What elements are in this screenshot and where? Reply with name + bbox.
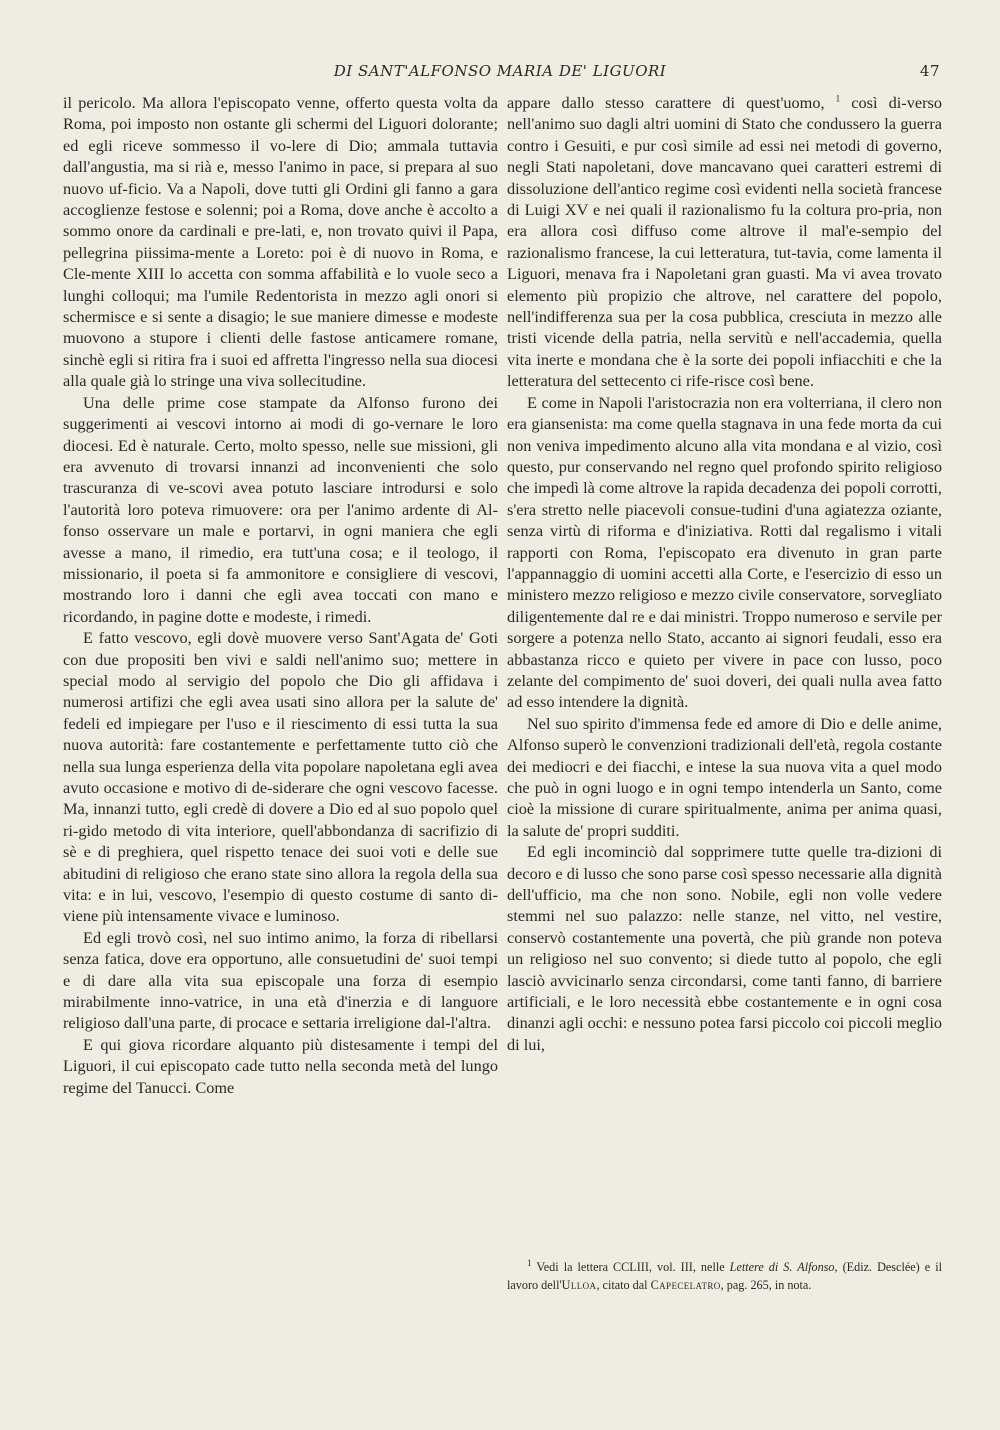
- paragraph: Ed egli incominciò dal sopprimere tutte quelle tra-dizioni di decoro e di lusso che sono parse così spesso necessarie alla dignità dell'ufficio, ma che non sono. Nobile, egli non volle vedere stemmi nel suo palazzo: nelle stanze, nel vitto, nel vestire, conservò costantemente una povertà, che più grande non poteva un religioso nel suo convento; si diede tutto al popolo, che egli lasciò avvicinarlo senza circondarsi, come tanti fanno, di barriere artificiali, e le loro necessità ebbe costantemente e in ogni cosa dinanzi agli occhi: e nessuno potea farsi piccolo coi piccoli meglio di lui,: [507, 842, 942, 1054]
- paragraph: E come in Napoli l'aristocrazia non era volterriana, il clero non era giansenista: ma come quella stagnava in una fede morta da cui non veniva impedimento alcuno alla vita mondana e al vizio, così questo, pur conservando nel regno quel profondo spirito religioso che impedì là come altrove la rapida decadenza dei popoli corrotti, s'era stretto nelle piacevoli consue-tudini d'una agiatezza oziante, senza virtù di riforma e d'iniziativa. Rotti dal regalismo i vitali rapporti con Roma, l'episcopato era divenuto in gran parte l'appannaggio di uomini accetti alla Corte, e l'esercizio di esso un ministero mezzo religioso e mezzo civile conservatore, sorvegliato diligentemente dal re e dai ministri. Troppo numeroso e servile per sorgere a potenza nello Stato, accanto ai signori feudali, esso era abbastanza ricco e quieto per vivere in pace con lusso, poco zelante del compimento de' suoi doveri, dei quali nulla avea fatto ad esso intendere la dignità.: [507, 392, 942, 712]
- paragraph: Nel suo spirito d'immensa fede ed amore di Dio e delle anime, Alfonso superò le convenzioni tradizionali dell'età, regola costante dei mediocri e dei fiacchi, e intese la sua nuova vita a quel modo che può in ogni luogo e in ogni tempo intenderla un Santo, come cioè la missione di curare spiritualmente, anima per anima quasi, la salute de' propri sudditi.: [507, 713, 942, 840]
- paragraph: E fatto vescovo, egli dovè muovere verso Sant'Agata de' Goti con due propositi ben vivi e saldi nell'animo suo; mettere in special modo al servigio del popolo che Dio gli affidava i numerosi artifizi che egli avea usati sino allora per la salute de' fedeli ed impiegare per l'uso e il riescimento di essi tutta la sua nuova autorità: fare costantemente e perfettamente tutto ciò che nella sua lunga esperienza della vita popolare napoletana egli avea avuto occasione e motivo di de-siderare che ogni vescovo facesse. Ma, innanzi tutto, egli credè di dovere a Dio ed al suo popolo quel ri-gido metodo di vita interiore, quell'abbondanza di sacrifizio di sè e di preghiera, quel rispetto tenace dei suoi voti e delle sue abitudini di religioso che erano state sino allora la regola della sua vita: e in lui, vescovo, l'esempio di questo costume di santo di-viene più intensamente vivace e luminoso.: [63, 628, 498, 926]
- footnote-marker: 1: [527, 1257, 532, 1268]
- footnote-text: Vedi la lettera CCLIII, vol. III, nelle: [536, 1260, 725, 1274]
- left-column: [63, 92, 498, 1098]
- right-column: [507, 92, 942, 1055]
- paragraph: il pericolo. Ma allora l'episcopato venne, offerto questa volta da Roma, poi imposto non ostante gli schermi del Liguori dolorante; ed egli riceve sommesso il vo-lere di Dio; ammala tuttavia dall'angustia, ma si rià e, messo l'animo in pace, si prepara al suo nuovo uf-ficio. Va a Napoli, dove tutti gli Ordini gli fanno a gara accoglienze festose e solenni; poi a Roma, dove anche è accolto a sommo onore da cardinali e pre-lati, e, non trovato quivi il Papa, pellegrina piissima-mente a Loreto: poi è di nuovo in Roma, e Cle-mente XIII lo accetta con somma affabilità e lo vuole seco a lunghi colloqui; ma l'umile Redentorista in mezzo agli onori si schermisce e si sente a disagio; le sue maniere dimesse e modeste muovono a stupore i clienti delle fastose anticamere romane, sinchè egli si ritira fra i suoi ed affretta l'ingresso nella sua diocesi alla quale già lo stringe una viva sollecitudine.: [63, 93, 498, 391]
- page-number: 47: [919, 62, 940, 80]
- page-header: [60, 62, 940, 86]
- footnote-author: Ulloa: [561, 1278, 597, 1292]
- footnote-text: , pag. 265, in nota.: [720, 1278, 812, 1292]
- paragraph: Una delle prime cose stampate da Alfonso furono dei suggerimenti ai vescovi intorno ai modi di go-vernare le loro diocesi. Ed è naturale. Certo, molto spesso, nelle sue missioni, gli era avvenuto di trovarsi innanzi ad inconvenienti che solo trascuranza di ve-scovi avea potuto lasciare introdursi e solo l'autorità loro poteva rimuovere: ora per l'animo ardente di Al-fonso osservare un male e portarvi, in ogni maniera che egli avesse a mano, il rimedio, era tutt'una cosa; e il teologo, il missionario, il poeta si fa ammonitore e consigliere di vescovi, mostrando loro i danni che egli avea toccati con mano e ricordando, in pagine dotte e modeste, i rimedi.: [63, 392, 498, 626]
- text-run: così di-verso nell'animo suo dagli altri uomini di Stato che condussero la guerra contro i Gesuiti, e pur così simile ad essi nei metodi di governo, negli Stati napoletani, dove mancavano quei caratteri estremi di dissoluzione dell'antico regime così evidenti nella società francese di Luigi XV e nei quali il razionalismo fu la coltura pro-pria, non era allora così diffuso come altrove il mal'e-sempio del razionalismo francese, la cui letteratura, tut-tavia, come lamenta il Liguori, menava fra i Napoletani gran guasti. Ma vi avea trovato elemento più propizio che altrove, nel carattere del popolo, nell'indifferenza sua per la cosa pubblica, cresciuta in mezzo alle tristi vicende della patria, nella servitù e nell'accademia, quella vita inerte e mondana che è la sorte dei popoli infiacchiti e che la letteratura del settecento ci rife-risce così bene.: [507, 93, 942, 391]
- running-title: DI SANT'ALFONSO MARIA DE' LIGUORI: [333, 62, 667, 80]
- footnote: [507, 1258, 942, 1294]
- footnote-author: Capecelatro: [650, 1278, 721, 1292]
- footnote-text: (Ediz. Desclée) e il lavoro dell': [507, 1260, 942, 1292]
- paragraph: Ed egli trovò così, nel suo intimo animo, la forza di ribellarsi senza fatica, dove era opportuno, alle consuetudini de' suoi tempi e di dare alla vita sua episcopale una forza di esempio mirabilmente inno-vatrice, in una età d'inerzia e di languore religioso dall'una parte, di procace e settaria irreligione dal-l'altra.: [63, 927, 498, 1033]
- text-run: appare dallo stesso carattere di quest'uomo,: [507, 93, 825, 112]
- paragraph: [507, 92, 942, 392]
- footnote-book-title: Lettere di S. Alfonso,: [729, 1260, 838, 1274]
- footnote-text: , citato dal: [596, 1278, 648, 1292]
- footnote-reference: 1: [835, 93, 841, 104]
- paragraph: E qui giova ricordare alquanto più distesamente i tempi del Liguori, il cui episcopato cade tutto nella seconda metà del lungo regime del Tanucci. Come: [63, 1034, 498, 1097]
